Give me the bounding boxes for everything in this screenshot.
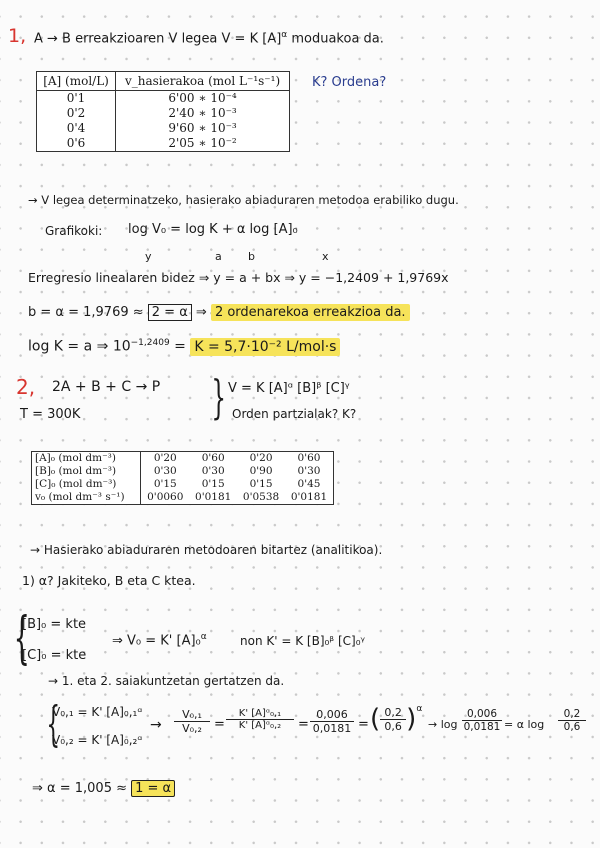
frac-5 <box>462 708 502 733</box>
frac-1 <box>174 708 210 735</box>
result-line <box>32 781 175 796</box>
frac-3-den: 0,0181 <box>312 722 352 735</box>
frac-2-den: K' [A]ᵅ₀,₂ <box>238 720 282 731</box>
table-row <box>32 452 334 466</box>
order-highlight: 2 ordenarekoa erreakzioa da. <box>211 304 410 321</box>
table-row <box>32 478 334 491</box>
frac-4-den: 0,6 <box>384 719 402 733</box>
table-cell: 0'15 <box>201 478 225 490</box>
table-row <box>32 491 334 505</box>
under-x-label: x <box>322 250 329 263</box>
k-prime-definition: non K' = K [B]₀ᵝ [C]₀ᵞ <box>240 634 365 648</box>
table-cell: 2'05 ∗ 10⁻² <box>168 136 237 150</box>
table-cell: 0'20 <box>153 452 177 464</box>
frac-5-num: 0,006 <box>462 708 502 721</box>
problem-1-heading <box>34 30 384 46</box>
table-cell: 0'60 <box>201 452 225 464</box>
frac-6-den: 0,6 <box>563 721 581 733</box>
table-cell: 0'30 <box>201 465 225 477</box>
regression-line: Erregresio linealaren bidez ⇒ y = a + bx ⇒ y = −1,2409 + 1,9769x <box>28 270 449 285</box>
table-cell: 6'00 ∗ 10⁻⁴ <box>168 91 237 105</box>
order-box: 2 = α <box>148 304 192 321</box>
system-brace-2: { <box>46 696 61 752</box>
frac-4-exponent: α <box>416 704 423 714</box>
v0-exponent: α <box>200 632 207 642</box>
method-line: → V legea determinatzeko, hasierako abiaduraren metodoa erabiliko dugu. <box>28 193 459 207</box>
logk-line <box>28 338 340 355</box>
paren-left: ( <box>370 704 381 734</box>
table-row <box>32 465 334 478</box>
table-cell: 0'0181 <box>290 491 328 503</box>
table-1-header: v_hasierakoa (mol L⁻¹s⁻¹) <box>116 72 290 91</box>
table-cell: 0'0181 <box>195 491 232 503</box>
grafikoki-label: Grafikoki: <box>45 224 103 238</box>
under-y-label: y <box>145 250 152 263</box>
table-cell: 0'15 <box>249 478 273 490</box>
frac-5-den: 0,0181 <box>463 721 501 733</box>
frac-6-num: 0,2 <box>558 708 586 721</box>
table-cell: 0'90 <box>249 465 273 477</box>
equals-3: = <box>358 717 369 732</box>
table-cell: 0'0060 <box>147 491 184 503</box>
table-row <box>37 106 290 121</box>
table-cell: 0'20 <box>249 452 273 464</box>
alpha-log: = α log <box>504 718 545 731</box>
b-equation: b = α = 1,9769 ≈ <box>28 305 148 320</box>
frac-6 <box>558 708 586 733</box>
problem-2-question: Orden partzialak? K? <box>232 407 357 421</box>
condition-b: [B]₀ = kte <box>22 617 87 632</box>
paren-right: ) <box>406 704 417 734</box>
step-1-line: 1) α? Jakiteko, B eta C ktea. <box>22 573 196 588</box>
system-eq-2: V₀,₂ = K' [A]₀,₂ᵅ <box>52 733 143 747</box>
reaction: 2A + B + C → P <box>52 379 161 395</box>
problem-1-number: 1, <box>8 25 27 47</box>
under-a-label: a <box>215 250 222 263</box>
table-cell: [C]₀ (mol dm⁻³) <box>32 478 141 491</box>
system-brace: { <box>13 606 30 671</box>
frac-4-group <box>370 704 422 734</box>
result-text: ⇒ α = 1,005 ≈ <box>32 781 132 796</box>
method-line-2: → Hasierako abiaduraren metodoaren bitartez (analitikoa). <box>30 543 383 557</box>
frac-3 <box>310 708 354 735</box>
table-cell: 0'4 <box>37 121 116 136</box>
logk-equation: log K = a ⇒ 10 <box>28 338 131 355</box>
table-row <box>37 136 290 152</box>
frac-1-den: V₀,₂ <box>182 722 202 735</box>
table-row <box>37 121 290 136</box>
table-cell: [A]₀ (mol dm⁻³) <box>32 452 141 466</box>
b-alpha-line <box>28 305 410 320</box>
table-cell: [B]₀ (mol dm⁻³) <box>32 465 141 478</box>
brace-glyph: } <box>211 370 226 424</box>
rate-law: V = K [A]ᵅ [B]ᵝ [C]ᵞ <box>228 381 350 396</box>
frac-1-num: V₀,₁ <box>174 708 210 722</box>
table-cell: 0'0538 <box>242 491 280 503</box>
table-cell: 0'2 <box>37 106 116 121</box>
condition-c: [C]₀ = kte <box>22 648 87 663</box>
frac-2 <box>226 708 294 731</box>
system-eq-1: V₀,₁ = K' [A]₀,₁ᵅ <box>52 705 143 719</box>
table-cell: 0'60 <box>297 452 321 464</box>
frac-4 <box>380 706 406 733</box>
table-1 <box>36 71 290 152</box>
heading-exponent: α <box>281 30 288 40</box>
table-cell: 0'1 <box>37 91 116 107</box>
table-cell: v₀ (mol dm⁻³ s⁻¹) <box>32 491 141 505</box>
v0-text: ⇒ V₀ = K' [A]₀ <box>112 633 201 649</box>
table-1-header: [A] (mol/L) <box>37 72 116 91</box>
table-row <box>37 91 290 107</box>
table-cell: 0'30 <box>297 465 321 477</box>
arrow: → <box>150 717 162 733</box>
table-cell: 9'60 ∗ 10⁻³ <box>168 121 237 135</box>
equals-2: = <box>298 717 309 732</box>
table-cell: 0'15 <box>153 478 177 490</box>
v0-equation <box>112 632 207 648</box>
log-word: → log <box>428 718 458 731</box>
logk-exponent: −1,2409 <box>130 338 170 348</box>
result-box: 1 = α <box>131 780 175 797</box>
k-highlight: K = 5,7·10⁻² L/mol·s <box>190 338 340 356</box>
heading-tail: moduakoa da. <box>287 31 384 47</box>
problem-1-question: K? Ordena? <box>312 75 387 90</box>
frac-2-num: K' [A]ᵅ₀,₁ <box>226 708 294 720</box>
frac-3-num: 0,006 <box>310 708 354 722</box>
implies-arrow: ⇒ <box>191 305 211 320</box>
table-cell: 2'40 ∗ 10⁻³ <box>168 106 237 120</box>
frac-4-num: 0,2 <box>380 706 406 720</box>
table-2 <box>31 451 334 505</box>
table-cell: 0'30 <box>153 465 177 477</box>
table-cell: 0'6 <box>37 136 116 152</box>
problem-2-number: 2, <box>16 375 36 399</box>
temperature: T = 300K <box>20 407 81 422</box>
heading-text: A → B erreakzioaren V legea V = K [A] <box>34 31 282 47</box>
under-b-label: b <box>248 250 255 263</box>
table-cell: 0'45 <box>297 478 321 490</box>
log-equation: log V₀ = log K + α log [A]₀ <box>128 222 298 237</box>
comparison-line: → 1. eta 2. saiakuntzetan gertatzen da. <box>48 674 285 688</box>
logk-equals: = <box>169 338 191 355</box>
equals-1: = <box>214 717 225 732</box>
